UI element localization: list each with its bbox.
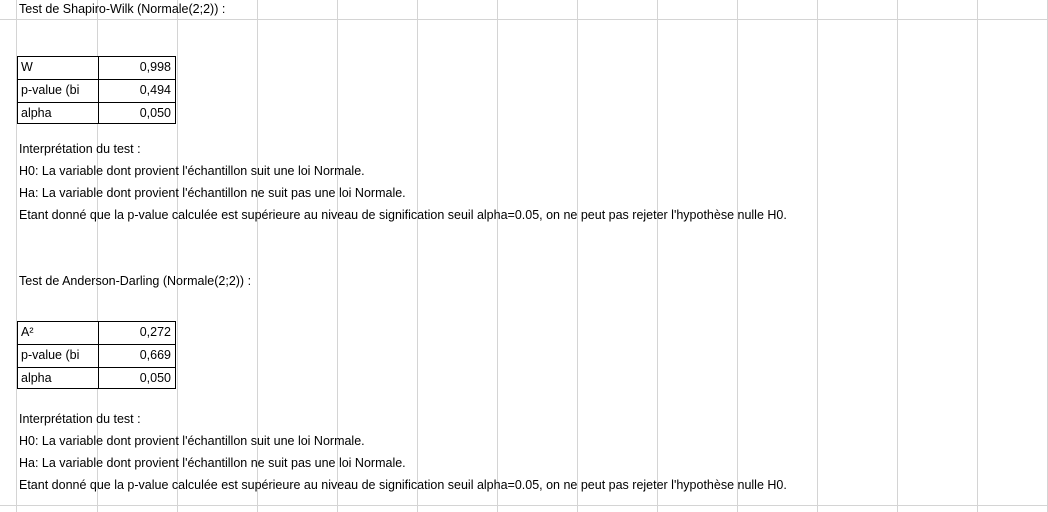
gridline-vertical <box>497 0 498 512</box>
interpretation-line: Etant donné que la p-value calculée est supérieure au niveau de signification seuil alpha=0.05, on ne peut pas rejeter l'hypothèse nulle H0. <box>19 208 787 222</box>
gridline-vertical <box>897 0 898 512</box>
table-row-divider <box>18 79 175 80</box>
table-row: 0,272 <box>139 325 171 339</box>
gridline-vertical <box>977 0 978 512</box>
gridline-vertical <box>817 0 818 512</box>
table-row: p-value (bi <box>21 348 80 362</box>
gridline-vertical <box>577 0 578 512</box>
interpretation-line: H0: La variable dont provient l'échantillon suit une loi Normale. <box>19 434 365 448</box>
table-row: alpha <box>21 106 52 120</box>
table-row: p-value (bi <box>21 83 80 97</box>
table-row-divider <box>18 367 175 368</box>
results-table-anderson-darling <box>17 321 176 389</box>
section-title-shapiro-wilk: Test de Shapiro-Wilk (Normale(2;2)) : <box>19 2 226 16</box>
interpretation-line: Ha: La variable dont provient l'échantillon ne suit pas une loi Normale. <box>19 456 406 470</box>
section-title-anderson-darling: Test de Anderson-Darling (Normale(2;2)) : <box>19 274 252 288</box>
gridline-horizontal <box>0 19 1048 20</box>
table-row: W <box>21 60 33 74</box>
interpretation-title-shapiro-wilk: Interprétation du test : <box>19 142 141 156</box>
results-table-shapiro-wilk <box>17 56 176 124</box>
table-row: 0,050 <box>139 106 171 120</box>
table-row-divider <box>18 102 175 103</box>
interpretation-line: Ha: La variable dont provient l'échantillon ne suit pas une loi Normale. <box>19 186 406 200</box>
table-column-divider <box>98 57 99 123</box>
table-column-divider <box>98 322 99 388</box>
table-row: 0,669 <box>139 348 171 362</box>
table-row: A² <box>21 325 34 339</box>
gridline-vertical <box>657 0 658 512</box>
table-row: 0,494 <box>139 83 171 97</box>
table-row: 0,998 <box>139 60 171 74</box>
gridline-vertical <box>417 0 418 512</box>
table-row: 0,050 <box>139 371 171 385</box>
interpretation-title-anderson-darling: Interprétation du test : <box>19 412 141 426</box>
table-row: alpha <box>21 371 52 385</box>
interpretation-line: H0: La variable dont provient l'échantillon suit une loi Normale. <box>19 164 365 178</box>
table-row-divider <box>18 344 175 345</box>
interpretation-line: Etant donné que la p-value calculée est supérieure au niveau de signification seuil alpha=0.05, on ne peut pas rejeter l'hypothèse nulle H0. <box>19 478 787 492</box>
gridline-vertical <box>737 0 738 512</box>
gridline-horizontal <box>0 505 1048 506</box>
